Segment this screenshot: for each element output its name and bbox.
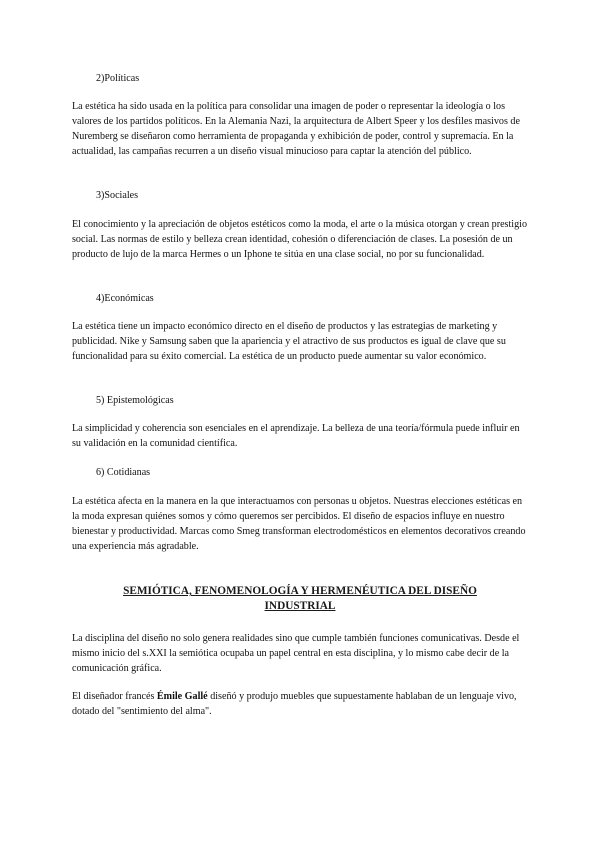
paragraph-cotidianas: La estética afecta en la manera en la que interactuamos con personas u objetos. Nuestras elecciones estéticas en la moda expresan quiénes somos y cómo queremos ser percibidos. El diseño de espacios influye en nuestro bienestar y productividad. Marcas como Smeg transforman electrodomésticos en elementos decorativos creando una experiencia más agradable. [72,496,526,553]
heading-epistemologicas: 5) Epistemológicas [96,395,174,406]
paragraph-epistemologicas: La simplicidad y coherencia son esenciales en el aprendizaje. La belleza de una teoría/fórmula puede influir en su validación en la comunidad científica. [72,423,520,450]
heading-politicas: 2)Políticas [96,73,140,84]
galle-text-before: El diseñador francés [72,691,157,702]
galle-name: Émile Gallé [156,691,208,702]
section-title: SEMIÓTICA, FENOMENOLOGÍA Y HERMENÉUTICA DEL DISEÑO INDUSTRIAL [123,585,477,612]
paragraph-disciplina: La disciplina del diseño no solo genera realidades sino que cumple también funciones comunicativas. Desde el mismo inicio del s.XXI la semiótica ocupaba un papel central en esta disciplina, y lo mismo cabe decir de la comunicación gráfica. [72,633,520,675]
galle-text-after: diseñó y produjo muebles que supuestamente hablaban de un lenguaje vivo, dotado del "sentimiento del alma". [72,691,517,718]
paragraph-economicas: La estética tiene un impacto económico directo en el diseño de productos y las estrategias de marketing y publicidad. Nike y Samsung saben que la apariencia y el atractivo de sus productos es igual de clave que su funcionalidad para su éxito comercial. La estética de un producto puede aumentar su valor económico. [72,321,506,363]
heading-sociales: 3)Sociales [96,190,139,201]
paragraph-politicas: La estética ha sido usada en la política para consolidar una imagen de poder o representar la ideología o los valores de los partidos políticos. En la Alemania Nazi, la arquitectura de Albert Speer y los desfiles masivos de Nuremberg se diseñaron como herramienta de propaganda y exhibición de poder, control y supremacía. En la actualidad, las campañas recurren a un diseño visual minucioso para captar la atención del público. [72,101,520,158]
heading-cotidianas: 6) Cotidianas [96,467,151,478]
paragraph-sociales: El conocimiento y la apreciación de objetos estéticos como la moda, el arte o la música otorgan y crean prestigio social. Las normas de estilo y belleza crean identidad, cohesión o diferenciación de clases. La posesión de un producto de lujo de la marca Hermes o un Iphone te sitúa en una clase social, no por su funcionalidad. [72,219,527,261]
heading-economicas: 4)Económicas [96,293,154,304]
paragraph-galle [72,689,528,719]
